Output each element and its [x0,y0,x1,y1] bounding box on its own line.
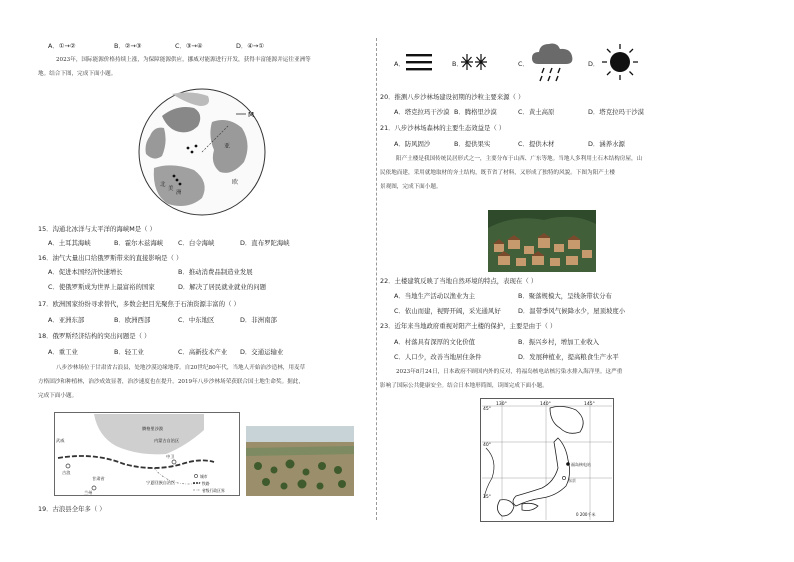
village-intro-line-3: 景观图，完成下面小题。 [380,184,442,190]
desert-region-map [54,412,240,496]
label-wuwei: 武威 [56,438,65,443]
label-gulang: 古浪 [62,470,71,475]
q18-option-d: D．交通运输业 [240,348,284,356]
q20-option-a: A．塔克拉玛干沙漠 [394,108,450,116]
snowflake-icon [460,50,488,74]
sun-icon [600,42,640,82]
japan-map [480,398,614,522]
label-zhongwei: 中卫 [166,454,175,459]
q22-option-d: D．温带季风气候降水少，屋顶坡度小 [518,307,626,315]
label-lon-140: 140° [540,402,551,407]
q21-option-d: D．涵养水源 [588,140,625,148]
q17-option-c: C．中东地区 [178,316,215,324]
legend-border: 省级行政区界 [202,488,225,493]
map-label-na-2: 美 [168,186,174,192]
q22-option-c: C．依山而建，视野开阔，采光通风好 [394,307,501,315]
label-lon-130: 130° [496,402,507,407]
q16-option-c: C．使俄罗斯成为世界上最富裕的国家 [48,283,155,291]
q23-option-a: A．村落具有深厚的文化价值 [394,338,476,346]
label-lat-35: 35° [483,495,491,500]
q23-option-d: D．发展种植业，提高粮食生产水平 [518,353,619,361]
q15-option-a: A．土耳其海峡 [48,239,91,247]
map-label-asia: 亚 [224,143,231,150]
q23-option-c: C．人口少，改善当地居住条件 [394,353,482,361]
q17-option-b: B．欧洲西部 [114,316,151,324]
q15-option-d: D．直布罗陀海峡 [240,239,290,247]
japan-intro-line-2: 影响了国际公共健康安全。结合日本地形简图，读图完成下面小题。 [380,383,548,389]
desert-intro-line-3: 完成下面小题。 [38,393,78,399]
q19-option-b-label: B． [452,60,463,68]
label-lat-45: 45° [483,407,491,412]
map-label-na-1: 北 [160,182,166,188]
desert-intro-line-2: 方格固沙和种植林，治沙成效显著，治沙速度也在提升。2019年八步沙林场荣获联合国土地生命奖。据此， [38,379,304,385]
q18-stem: 18．俄罗斯经济结构的突出问题是（ ） [38,332,151,340]
label-lat-40: 40° [483,443,491,448]
q23-option-b: B．振兴乡村，增加工业收入 [518,338,600,346]
q21-option-c: C．提供木材 [518,140,555,148]
q20-option-d: D．塔克拉玛干沙漠 [588,108,645,116]
forest-photo [246,426,354,496]
q20-option-b: B．腾格里沙漠 [454,108,497,116]
rain-cloud-icon [530,40,576,84]
q17-option-d: D．非洲南部 [240,316,277,324]
label-ningxia: 宁夏回族自治区 [146,480,176,485]
column-divider [376,38,377,520]
village-photo [488,210,596,272]
q19-stem: 19．古浪县全年多（ ） [38,505,106,513]
q18-option-a: A．重工业 [48,348,78,356]
q17-stem: 17．欧洲国家纷纷寻求替代，多数会把目光聚焦于石油资源丰富的（ ） [38,300,240,308]
q18-option-c: C．高新技术产业 [178,348,228,356]
q14-option-a: A．①→② [48,42,76,50]
label-lon-145: 145° [584,402,595,407]
q23-stem: 23．近年来当地政府重视对阳产土楼的保护，主要是由于（ ） [380,322,557,330]
q19-option-c-label: C． [518,60,529,68]
overcast-icon [404,50,434,74]
map-label-europe: 欧 [232,179,239,186]
q17-option-a: A．亚洲东部 [48,316,85,324]
arctic-intro-line-2: 地。结合下图，完成下面小题。 [38,71,117,77]
desert-intro-line-1: 八步沙林场位于甘肃省古浪县，处地沙漠边缘地带。自20世纪80年代，当地人开始治沙造林，用麦草 [56,365,306,371]
q15-option-c: C．白令海峡 [178,239,215,247]
q14-option-b: B．②→③ [114,42,142,50]
q16-option-d: D．解决了居民就业就业的问题 [178,283,266,291]
label-desert: 腾格里沙漠 [142,426,163,431]
q20-option-c: C．黄土高原 [518,108,555,116]
village-intro-line-1: 阳产土楼是我国传统民居形式之一，主要分布于山西、广东等地。当地人多利用土石木结构房屋，山 [396,156,643,162]
arctic-intro-line-1: 2023年，国际能源价格持续上涨，为保障能源供应，挪威对能源进行开发，获得丰富能源并运往亚洲等 [56,57,311,63]
q14-option-c: C．③→④ [175,42,203,50]
q19-option-a-label: A． [394,60,405,68]
q15-option-b: B．霍尔木兹海峡 [114,239,164,247]
label-gansu: 甘肃省 [92,476,105,481]
q18-option-b: B．轻工业 [114,348,144,356]
q16-option-b: B．推动消费品制造业发展 [178,268,253,276]
q20-stem: 20．推测八步沙林场建设初期的沙粒主要来源（ ） [380,93,525,101]
q19-option-d-label: D． [588,60,600,68]
arctic-map [132,86,272,218]
label-inner-mongolia: 内蒙古自治区 [154,438,180,443]
japan-intro-line-1: 2023年8月24日，日本政府不顾国内外的反对，将福岛核电站核污染水排入海洋里。这严重 [396,369,623,375]
q22-option-b: B．聚落规模大，呈线条带状分布 [518,292,612,300]
q16-stem: 16．油气大量出口给俄罗斯带来的直接影响是（ ） [38,254,183,262]
q21-option-a: A．防风固沙 [394,140,431,148]
label-lanzhou: 兰州 [84,490,93,495]
legend-rail: 铁路 [202,481,210,486]
q16-option-a: A．促进本国经济快速增长 [48,268,123,276]
map-label-na-3: 洲 [176,190,182,196]
label-tokyo: 东京 [568,478,576,483]
village-intro-line-2: 民依地而建，采用就地取材的夯土结构，既节省了材料，又形成了独特的风貌。下图为阳产土楼 [380,170,615,176]
q22-stem: 22．土楼建筑反映了当地自然环境的特点，表现在（ ） [380,277,538,285]
map-scale-legend: 0 200千米 [576,512,596,517]
q14-option-d: D．④→① [236,42,265,50]
q15-stem: 15．沟通北冰洋与太平洋的海峡M是（ ） [38,225,156,233]
legend-city: 城市 [200,474,208,479]
map-label-m: M [248,111,255,119]
q22-option-a: A．当地生产活动以渔业为主 [394,292,476,300]
label-fukushima: 福岛核电站 [571,462,591,467]
q21-option-b: B．提供果实 [454,140,491,148]
q21-stem: 21．八步沙林场森林的主要生态效益是（ ） [380,124,506,132]
